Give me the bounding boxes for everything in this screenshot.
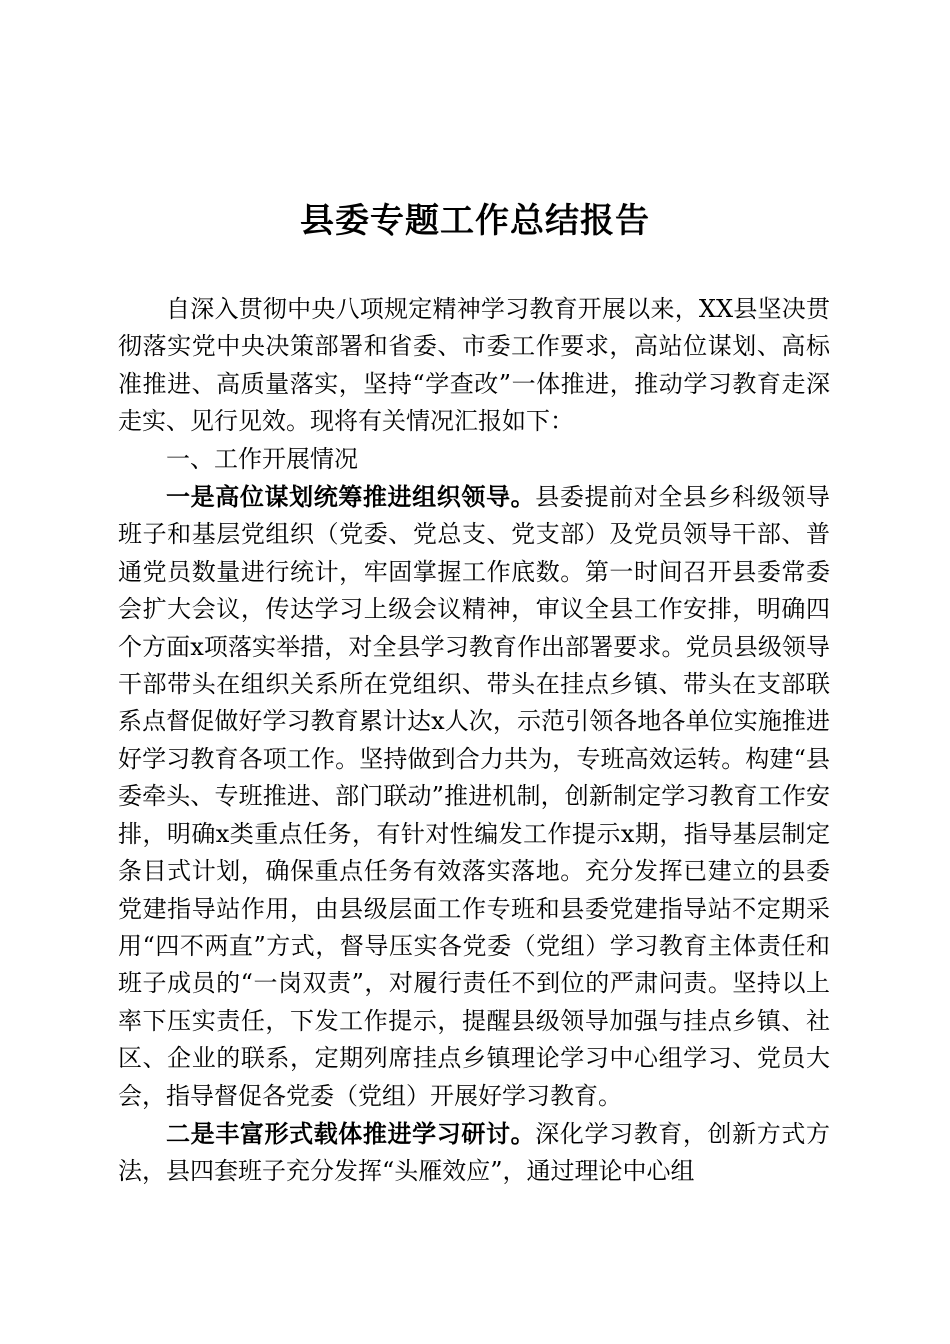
paragraph-organization-leadership (118, 478, 830, 1115)
paragraph-text-organization: 县委提前对全县乡科级领导班子和基层党组织（党委、党总支、党支部）及党员领导干部、普通党员数量进行统计，牢固掌握工作底数。第一时间召开县委常委会扩大会议，传达学习上级会议精神，审议全县工作安排，明确四个方面x项落实举措，对全县学习教育作出部署要求。党员县级领导干部带头在组织关系所在党组织、带头在挂点乡镇、带头在支部联系点督促做好学习教育累计达x人次，示范引领各地各单位实施推进好学习教育各项工作。坚持做到合力共为，专班高效运转。构建“县委牵头、专班推进、部门联动”推进机制，创新制定学习教育工作安排，明确x类重点任务，有针对性编发工作提示x期，指导基层制定条目式计划，确保重点任务有效落实落地。充分发挥已建立的县委党建指导站作用，由县级层面工作专班和县委党建指导站不定期采用“四不两直”方式，督导压实各党委（党组）学习教育主体责任和班子成员的“一岗双责”，对履行责任不到位的严肃问责。坚持以上率下压实责任，下发工作提示，提醒县级领导加强与挂点乡镇、社区、企业的联系，定期列席挂点乡镇理论学习中心组学习、党员大会，指导督促各党委（党组）开展好学习教育。 (118, 483, 831, 1110)
section-heading-work-progress: 一、工作开展情况 (166, 444, 358, 473)
document-title: 县委专题工作总结报告 (300, 201, 650, 241)
paragraph-text-study: 深化学习教育，创新方式方法，县四套班子充分发挥“头雁效应”，通过理论中心组 (118, 1119, 831, 1186)
paragraph-study-discussion (118, 1115, 830, 1191)
intro-paragraph: 自深入贯彻中央八项规定精神学习教育开展以来，XX县坚决贯彻落实党中央决策部署和省委、市委工作要求，高站位谋划、高标准推进、高质量落实，坚持“学查改”一体推进，推动学习教育走深走实、见行见效。现将有关情况汇报如下： (118, 295, 830, 436)
paragraph-lead-organization: 一是高位谋划统筹推进组织领导。 (166, 482, 536, 512)
paragraph-lead-study: 二是丰富形式载体推进学习研讨。 (166, 1118, 536, 1148)
document-body (118, 291, 830, 1191)
